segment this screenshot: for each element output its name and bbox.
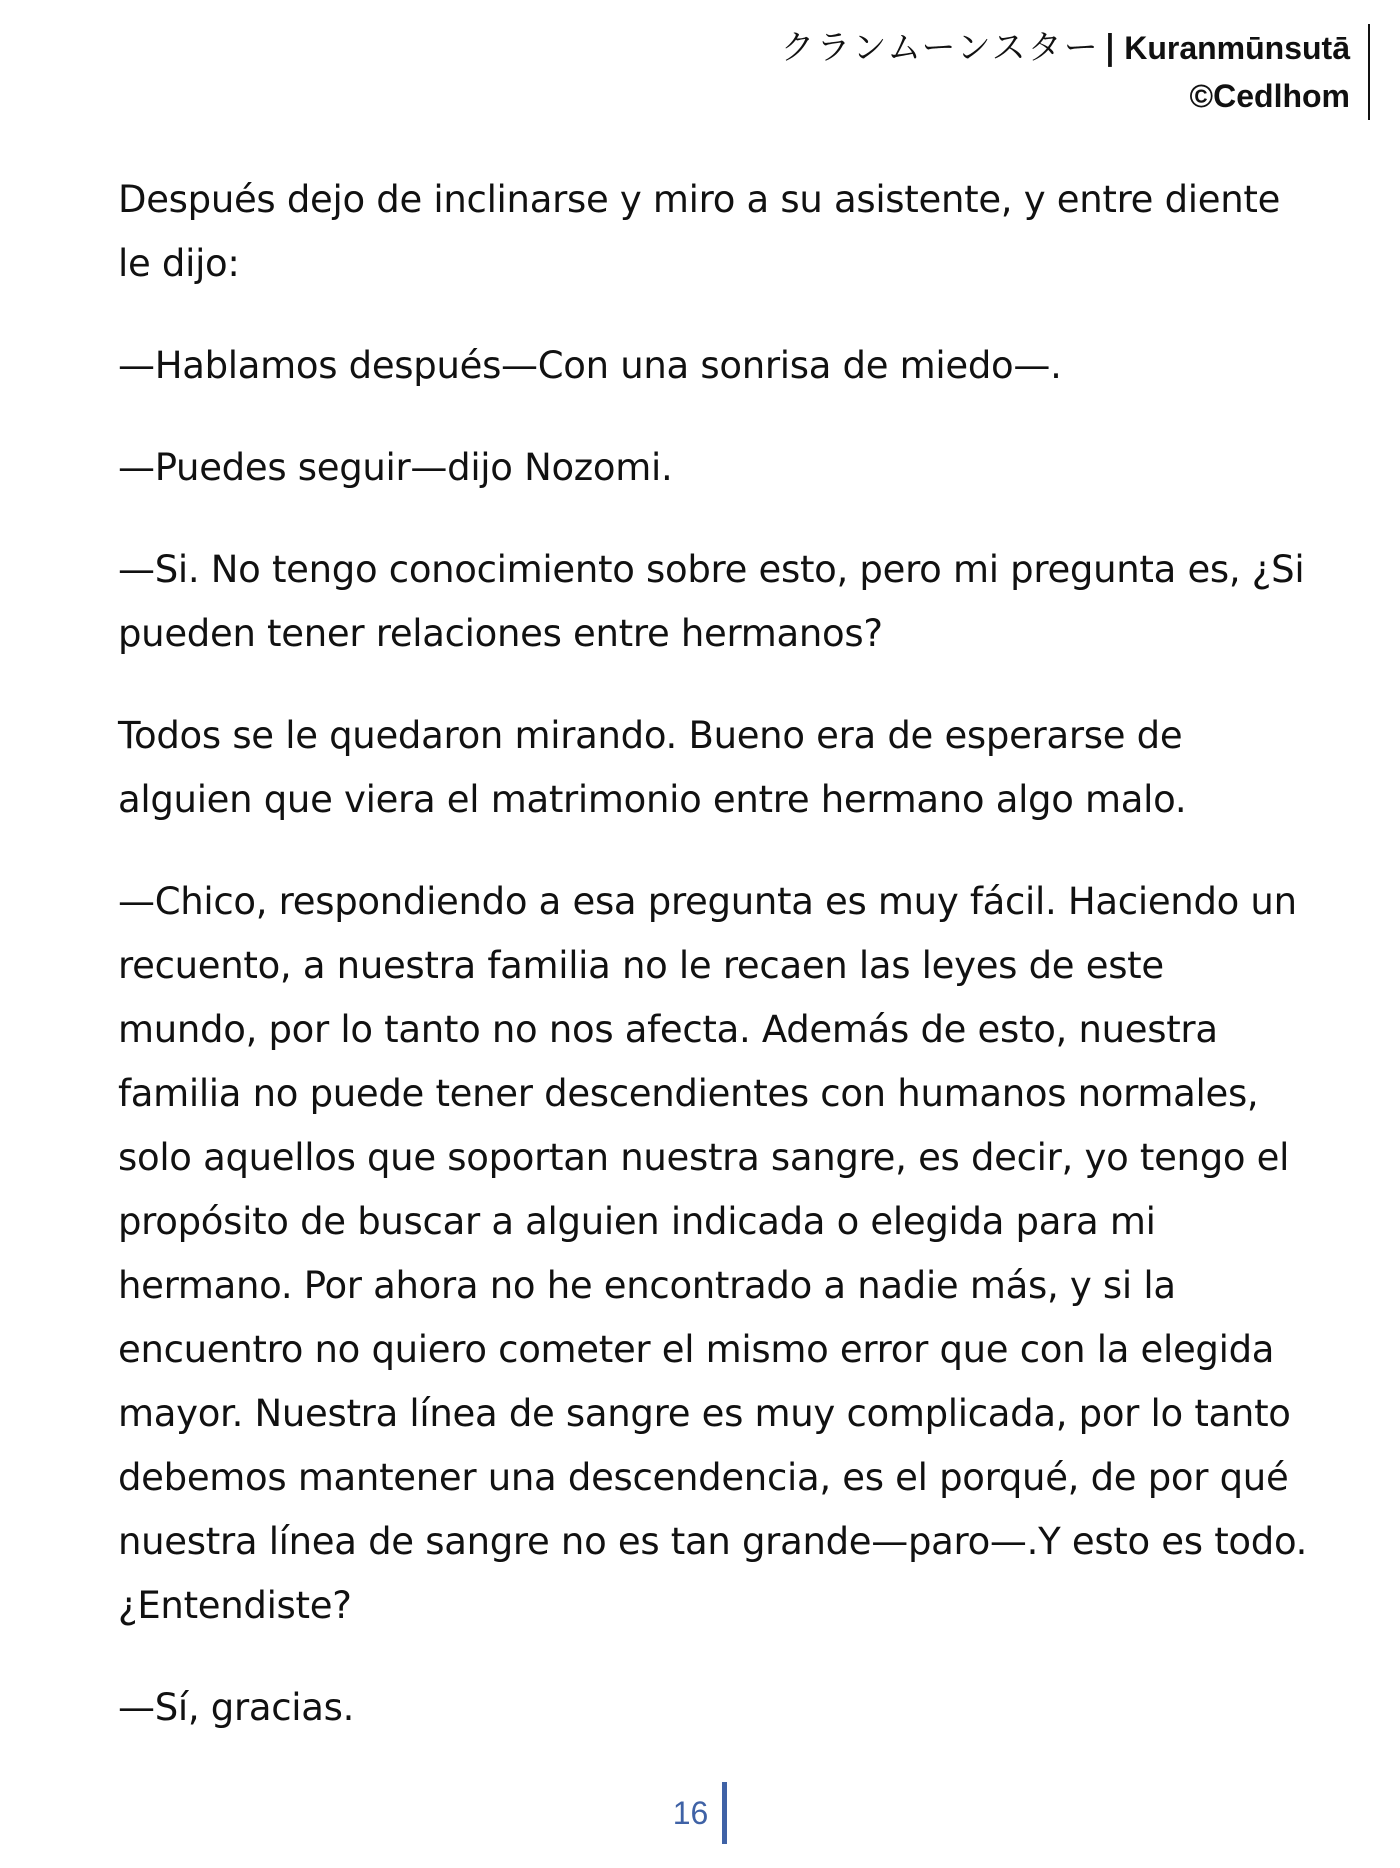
- page-footer: [0, 1782, 1400, 1844]
- header-separator: |: [1103, 28, 1117, 68]
- header-romaji-title: Kuranmūnsutā: [1124, 30, 1350, 66]
- paragraph: —Sí, gracias.: [118, 1686, 355, 1729]
- paragraph: —Chico, respondiendo a esa pregunta es muy fácil. Haciendo un recuento, a nuestra familia no le recaen las leyes de este mundo, por lo tanto no nos afecta. Además de esto, nuestra familia no puede tener descendientes con humanos normales, solo aquellos que soportan nuestra sangre, es decir, yo tengo el propósito de buscar a alguien indicada o elegida para mi hermano. Por ahora no he encontrado a nadie más, y si la encuentro no quiero cometer el mismo error que con la elegida mayor. Nuestra línea de sangre es muy complicada, por lo tanto debemos mantener una descendencia, es el porqué, de por qué nuestra línea de sangre no es tan grande—paro—.Y esto es todo. ¿Entendiste?: [118, 880, 1308, 1627]
- page-number: 16: [673, 1782, 728, 1844]
- header-title-line: [781, 24, 1350, 72]
- header-japanese-title: クランムーンスター: [780, 28, 1100, 68]
- paragraph: Después dejo de inclinarse y miro a su asistente, y entre diente le dijo:: [118, 178, 1281, 285]
- paragraph: —Puedes seguir—dijo Nozomi.: [118, 446, 673, 489]
- running-header: [781, 24, 1370, 120]
- paragraph: Todos se le quedaron mirando. Bueno era de esperarse de alguien que viera el matrimonio entre hermano algo malo.: [118, 714, 1187, 821]
- header-copyright: ©Cedlhom: [1189, 78, 1350, 114]
- paragraph: —Si. No tengo conocimiento sobre esto, pero mi pregunta es, ¿Si pueden tener relaciones entre hermanos?: [118, 548, 1305, 655]
- page-body: [118, 168, 1308, 1778]
- paragraph: —Hablamos después—Con una sonrisa de miedo—.: [118, 344, 1062, 387]
